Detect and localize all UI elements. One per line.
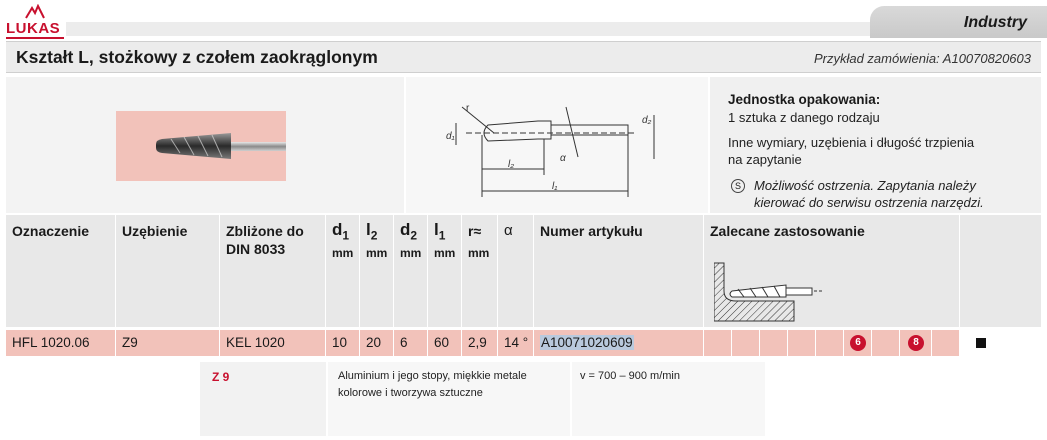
legend-material-line2: kolorowe i tworzywa sztuczne <box>338 387 483 399</box>
cell-use-3 <box>760 330 788 356</box>
header-l2: $l_2$ mm <box>360 215 394 327</box>
header-l1: $l_1$ mm <box>428 215 462 327</box>
industry-label: Industry <box>963 14 1027 31</box>
legend-material-cell <box>328 362 570 436</box>
technical-drawing-panel <box>406 77 708 213</box>
technical-drawing <box>406 77 708 213</box>
article-number-link[interactable]: A10071020609 <box>541 335 633 350</box>
cell-use-6 <box>844 330 872 356</box>
header-d1: $d_1$ mm <box>326 215 360 327</box>
legend-speed: v = 700 – 900 m/min <box>580 370 680 382</box>
cell-use-8 <box>900 330 932 356</box>
table-row <box>6 330 1041 356</box>
product-image-panel <box>6 77 404 213</box>
cell-use-1 <box>704 330 732 356</box>
drawing-label-alpha: α <box>560 153 566 164</box>
drawing-label-l2: l₂ <box>508 159 515 170</box>
cut-legend <box>200 362 765 436</box>
cell-use-2 <box>732 330 760 356</box>
cell-availability <box>960 330 1041 356</box>
availability-square-icon <box>976 338 986 348</box>
header-cut: Uzębienie <box>116 215 220 327</box>
cell-designation: HFL 1020.06 <box>6 330 116 356</box>
table-header <box>6 215 1041 327</box>
cell-d2: 6 <box>394 330 428 356</box>
legend-speed-cell <box>572 362 765 436</box>
cell-use-9 <box>932 330 960 356</box>
packaging-title: Jednostka opakowania: <box>728 92 881 107</box>
burr-photo-icon <box>116 111 286 181</box>
header-alpha: α <box>498 215 534 327</box>
sharpen-note-line1: Możliwość ostrzenia. Zapytania należy <box>754 178 976 193</box>
legend-material-line1: Aluminium i jego stopy, miękkie metale <box>338 370 527 382</box>
cell-alpha: 14 ° <box>498 330 534 356</box>
drawing-label-l1: l₁ <box>552 181 558 192</box>
header-recommended-use: Zalecane zastosowanie <box>704 215 960 327</box>
brand-name: LUKAS <box>6 20 61 37</box>
cell-l2: 20 <box>360 330 394 356</box>
cell-d1: 10 <box>326 330 360 356</box>
other-dimensions-line2: na zapytanie <box>728 152 802 167</box>
drawing-label-d2: d₂ <box>642 115 652 126</box>
cell-cut: Z9 <box>116 330 220 356</box>
header-designation: Oznaczenie <box>6 215 116 327</box>
legend-code: Z 9 <box>212 370 230 384</box>
cell-use-5 <box>816 330 844 356</box>
sharpen-note-line2: kierować do serwisu ostrzenia narzędzi. <box>754 195 984 210</box>
info-panel <box>710 77 1041 213</box>
order-example: Przykład zamówienia: A10070820603 <box>813 51 1031 66</box>
header-d2: $d_2$ mm <box>394 215 428 327</box>
cell-use-7 <box>872 330 900 356</box>
header-r: r≈ mm <box>462 215 498 327</box>
drawing-label-r: r <box>466 103 470 114</box>
title-bar <box>6 41 1041 73</box>
use-badge-6: 6 <box>850 335 866 351</box>
header-availability <box>960 215 1041 327</box>
other-dimensions-line1: Inne wymiary, uzębienia i długość trzpienia <box>728 135 975 150</box>
legend-code-cell <box>200 362 326 436</box>
logo-underline <box>6 37 64 39</box>
cell-l1: 60 <box>428 330 462 356</box>
packaging-value: 1 sztuka z danego rodzaju <box>728 110 880 125</box>
cell-r: 2,9 <box>462 330 498 356</box>
drawing-label-d1: d₁ <box>446 131 455 142</box>
product-photo <box>116 111 286 181</box>
header-article-number: Numer artykułu <box>534 215 704 327</box>
industry-tab <box>870 6 1047 38</box>
cell-article-number[interactable] <box>534 330 704 356</box>
sharpen-icon: S <box>731 179 745 193</box>
page-title: Kształt L, stożkowy z czołem zaokrąglonym <box>16 47 378 67</box>
logo-emblem-icon <box>24 4 46 20</box>
recommended-use-icon <box>714 261 824 323</box>
use-badge-8: 8 <box>908 335 924 351</box>
cell-use-4 <box>788 330 816 356</box>
header-din: Zbliżone do DIN 8033 <box>220 215 326 327</box>
cell-din: KEL 1020 <box>220 330 326 356</box>
brand-logo <box>6 4 66 38</box>
top-bar <box>0 0 1047 38</box>
